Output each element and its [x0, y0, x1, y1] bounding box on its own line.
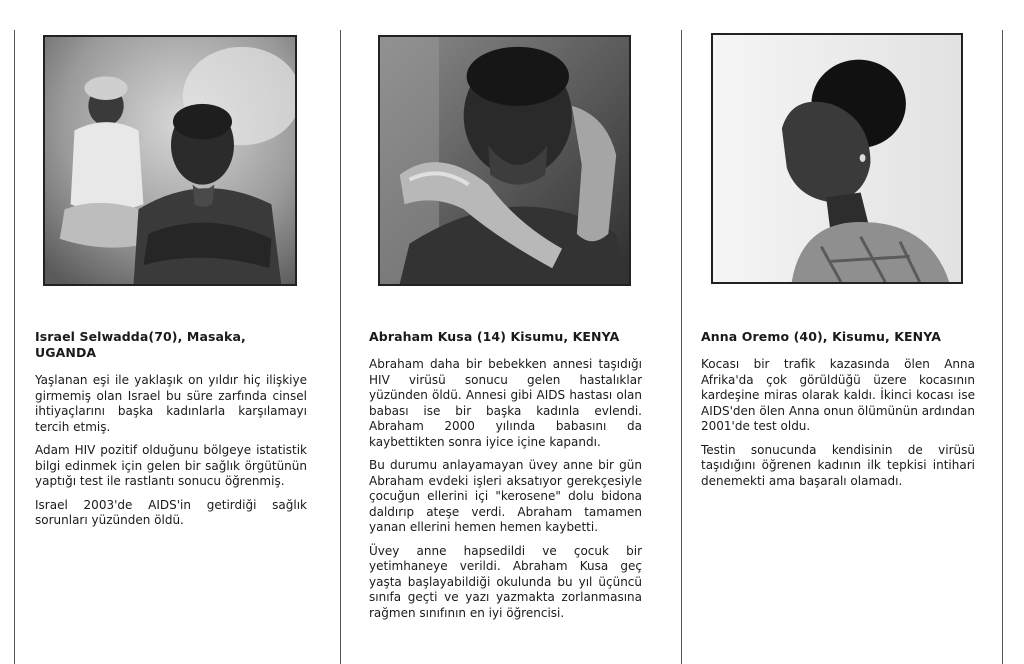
photo-anna-oremo	[711, 33, 963, 284]
column-divider-1	[340, 30, 341, 664]
column-divider-right	[1002, 30, 1003, 664]
photo-israel-selwadda	[43, 35, 297, 286]
column-divider-left	[14, 30, 15, 664]
profile-paragraph: Üvey anne hapsedildi ve çocuk bir yetimhaneye verildi. Abraham Kusa geç yaşta başlayabildiği okulunda bu yıl üçüncü sınıfa geçti ve yazı yazmakta zorlanmasına rağmen sınıfının en iyi öğrencisi.	[369, 543, 642, 620]
profile-paragraph: Abraham daha bir bebekken annesi taşıdığı HIV virüsü sonucu gelen hastalıklar yüzünden öldü. Annesi gibi AIDS hastası olan babası ise bir başka kadınla evlendi. Abraham 2000 yılında babasını da kaybettikten sonra iyice içine kapandı.	[369, 357, 642, 449]
profile-paragraph: Yaşlanan eşi ile yaklaşık on yıldır hiç ilişkiye girmemiş olan Israel bu süre zarfında cinsel ihtiyaçlarını başka kadınlarla karşılamayı tercih etmiş.	[35, 373, 307, 434]
profile-anna-oremo	[701, 329, 975, 497]
profile-abraham-kusa	[369, 329, 642, 629]
profile-paragraph: Bu durumu anlayamayan üvey anne bir gün Abraham evdeki işleri aksatıyor gerekçesiyle çocuğun ellerini içi "kerosene" dolu bidona daldırıp ateşe verdi. Abraham tamamen yanan ellerini hemen hemen kaybetti.	[369, 458, 642, 534]
profile-israel-selwadda	[35, 329, 307, 537]
profile-paragraph: Kocası bir trafik kazasında ölen Anna Afrika'da çok görüldüğü üzere kocasının kardeşine miras olarak kaldı. İkinci kocası ise AIDS'den ölen Anna onun ölümünün ardından 2001'de test oldu.	[701, 357, 975, 433]
profile-heading: Israel Selwadda(70), Masaka, UGANDA	[35, 329, 246, 360]
profile-paragraph: Adam HIV pozitif olduğunu bölgeye istatistik bilgi edinmek için gelen bir sağlık örgütünün yaptığı test ile rastlantı sonucu öğrenmiş.	[35, 443, 307, 488]
profile-paragraph: Israel 2003'de AIDS'in getirdiği sağlık sorunları yüzünden öldü.	[35, 497, 307, 527]
profile-heading: Abraham Kusa (14) Kisumu, KENYA	[369, 329, 620, 344]
profile-heading: Anna Oremo (40), Kisumu, KENYA	[701, 329, 941, 344]
profile-paragraph: Testin sonucunda kendisinin de virüsü taşıdığını öğrenen kadının ilk tepkisi intihari denemekti ama başaralı olamadı.	[701, 442, 975, 488]
photo-abraham-kusa	[378, 35, 631, 286]
column-divider-2	[681, 30, 682, 664]
